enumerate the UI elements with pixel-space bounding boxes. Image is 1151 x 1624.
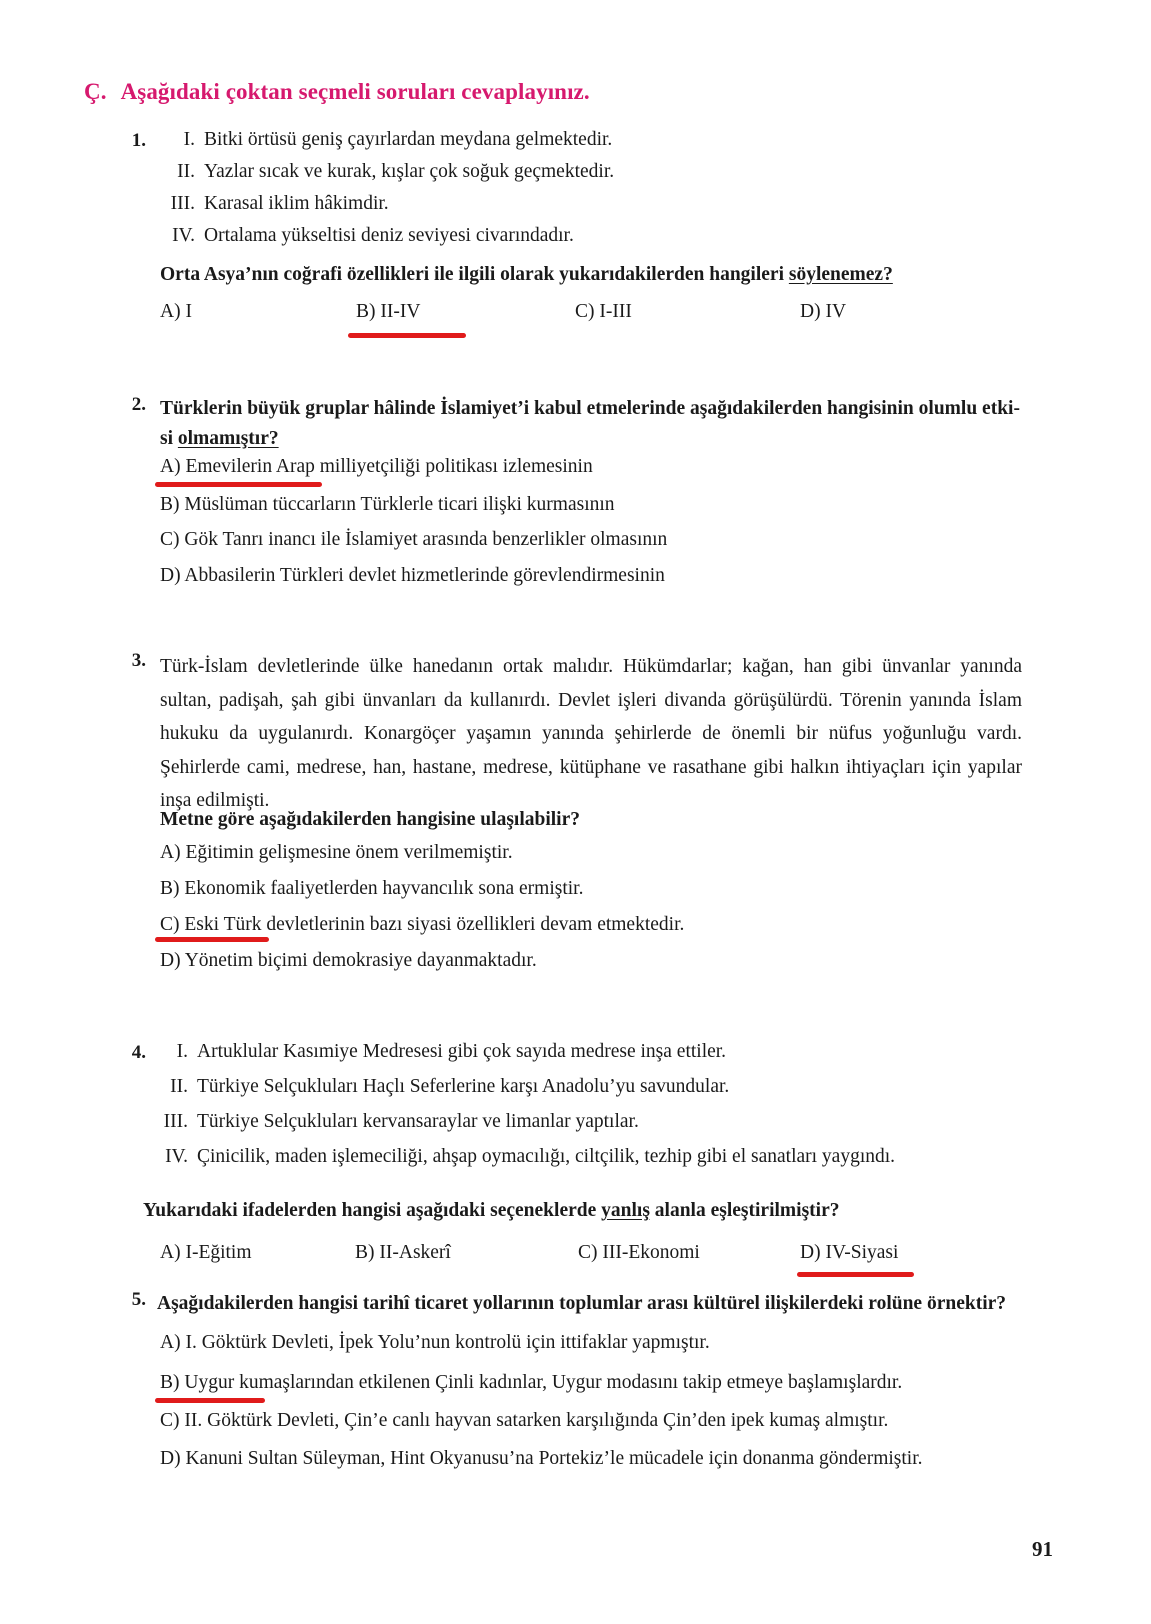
- option-c[interactable]: C) III-Ekonomi: [578, 1242, 700, 1263]
- stem-emphasis: yanlış: [601, 1200, 650, 1221]
- option-c[interactable]: C) II. Göktürk Devleti, Çin’e canlı hayvan satarken karşılığında Çin’den ipek kumaş almıştır.: [160, 1410, 889, 1431]
- option-b[interactable]: B) Uygur kumaşlarından etkilenen Çinli kadınlar, Uygur modasını takip etmeye başlamışlardır.: [160, 1372, 903, 1393]
- section-title-text: Aşağıdaki çoktan seçmeli soruları cevaplayınız.: [120, 79, 590, 104]
- premise-text: Türkiye Selçukluları Haçlı Seferlerine karşı Anadolu’yu savundular.: [197, 1076, 730, 1097]
- option-b[interactable]: B) Ekonomik faaliyetlerden hayvancılık sona ermiştir.: [160, 878, 584, 899]
- question-number: 3.: [131, 650, 146, 671]
- premise-numeral: III.: [170, 193, 195, 214]
- question-stem: Metne göre aşağıdakilerden hangisine ulaşılabilir?: [160, 809, 581, 830]
- premise-item: [162, 1147, 895, 1167]
- answer-marker-underline: [797, 1272, 914, 1277]
- option-d[interactable]: D) Yönetim biçimi demokrasiye dayanmaktadır.: [160, 950, 537, 971]
- premise-text: Karasal iklim hâkimdir.: [204, 193, 389, 214]
- premise-item: [165, 130, 612, 150]
- question-stem-line2: [160, 424, 279, 454]
- answer-marker-underline: [155, 937, 269, 942]
- stem-text: Yukarıdaki ifadelerden hangisi aşağıdaki seçeneklerde: [143, 1200, 602, 1221]
- option-d[interactable]: D) Kanuni Sultan Süleyman, Hint Okyanusu’na Portekiz’le mücadele için donanma göndermiştir.: [160, 1448, 923, 1469]
- stem-emphasis: olmamıştır?: [177, 428, 279, 449]
- premise-numeral: IV.: [172, 225, 195, 246]
- question-number: 4.: [131, 1042, 146, 1063]
- premise-text: Ortalama yükseltisi deniz seviyesi civarındadır.: [204, 225, 574, 246]
- option-a[interactable]: A) I. Göktürk Devleti, İpek Yolu’nun kontrolü için ittifaklar yapmıştır.: [160, 1332, 710, 1353]
- option-b[interactable]: B) II-Askerî: [355, 1242, 451, 1263]
- option-d[interactable]: D) IV: [800, 301, 847, 322]
- page-title: [84, 79, 590, 105]
- premise-text: Bitki örtüsü geniş çayırlardan meydana gelmektedir.: [204, 129, 613, 150]
- option-a[interactable]: A) Emevilerin Arap milliyetçiliği politikası izlemesinin: [160, 456, 593, 477]
- answer-marker-underline: [155, 1398, 265, 1403]
- question-stem-line1: Türklerin büyük gruplar hâlinde İslamiyet’i kabul etmelerinde aşağıdakilerden hangisinin olumlu etki-: [160, 398, 1020, 419]
- option-b[interactable]: B) II-IV: [356, 301, 421, 322]
- premise-numeral: IV.: [165, 1146, 188, 1167]
- answer-marker-underline: [348, 333, 466, 338]
- stem-text-after: alanla eşleştirilmiştir?: [649, 1200, 840, 1221]
- option-a[interactable]: A) Eğitimin gelişmesine önem verilmemiştir.: [160, 842, 513, 863]
- premise-numeral: I.: [183, 129, 195, 150]
- option-c[interactable]: C) Eski Türk devletlerinin bazı siyasi özellikleri devam etmektedir.: [160, 914, 685, 935]
- question-stem: [143, 1196, 839, 1226]
- premise-text: Yazlar sıcak ve kurak, kışlar çok soğuk geçmektedir.: [204, 161, 615, 182]
- question-number: 5.: [131, 1289, 146, 1310]
- question-stem: Aşağıdakilerden hangisi tarihî ticaret yollarının toplumlar arası kültürel ilişkilerdeki rolüne örnektir?: [157, 1293, 1007, 1314]
- stem-text: Orta Asya’nın coğrafi özellikleri ile ilgili olarak yukarıdakilerden hangileri: [160, 264, 789, 285]
- option-d[interactable]: D) IV-Siyasi: [800, 1242, 899, 1263]
- section-letter: Ç.: [84, 79, 107, 104]
- option-b[interactable]: B) Müslüman tüccarların Türklerle ticari ilişki kurmasının: [160, 494, 615, 515]
- premise-text: Artuklular Kasımiye Medresesi gibi çok sayıda medrese inşa ettiler.: [197, 1041, 727, 1062]
- premise-text: Türkiye Selçukluları kervansaraylar ve limanlar yaptılar.: [197, 1111, 639, 1132]
- premise-numeral: II.: [177, 161, 195, 182]
- premise-item: [165, 162, 614, 182]
- option-d[interactable]: D) Abbasilerin Türkleri devlet hizmetlerinde görevlendirmesinin: [160, 565, 665, 586]
- question-number: 1.: [131, 130, 146, 151]
- premise-item: [165, 226, 574, 246]
- option-c[interactable]: C) I-III: [575, 301, 632, 322]
- answer-marker-underline: [155, 482, 322, 487]
- option-a[interactable]: A) I-Eğitim: [160, 1242, 252, 1263]
- question-stem: [160, 260, 893, 290]
- page-number: 91: [1032, 1537, 1053, 1561]
- premise-numeral: III.: [163, 1111, 188, 1132]
- premise-numeral: II.: [170, 1076, 188, 1097]
- premise-item: [162, 1077, 729, 1097]
- stem-text: si: [160, 428, 178, 449]
- question-number: 2.: [131, 394, 146, 415]
- stem-emphasis: söylenemez?: [788, 264, 893, 285]
- option-a[interactable]: A) I: [160, 301, 192, 322]
- premise-item: [162, 1042, 726, 1062]
- option-c[interactable]: C) Gök Tanrı inancı ile İslamiyet arasında benzerlikler olmasının: [160, 529, 668, 550]
- premise-item: [162, 1112, 639, 1132]
- premise-text: Çinicilik, maden işlemeciliği, ahşap oymacılığı, ciltçilik, tezhip gibi el sanatları yaygındı.: [197, 1146, 896, 1167]
- premise-item: [165, 194, 389, 214]
- question-passage: Türk-İslam devletlerinde ülke hanedanın ortak malıdır. Hükümdarlar; kağan, han gibi ünvanlar yanında sultan, padişah, şah gibi ünvanları da kullanırdı. Devlet işleri divanda görüşülürdü. Törenin yanında İslam hukuku da uygulanırdı. Konargöçer yaşamın yanında şehirlerde de önemli bir nüfus yoğunluğu vardı. Şehirlerde cami, medrese, han, hastane, medrese, kütüphane ve rasathane gibi halkın ihtiyaçları için yapılar inşa edilmişti.: [160, 656, 1022, 812]
- premise-numeral: I.: [176, 1041, 188, 1062]
